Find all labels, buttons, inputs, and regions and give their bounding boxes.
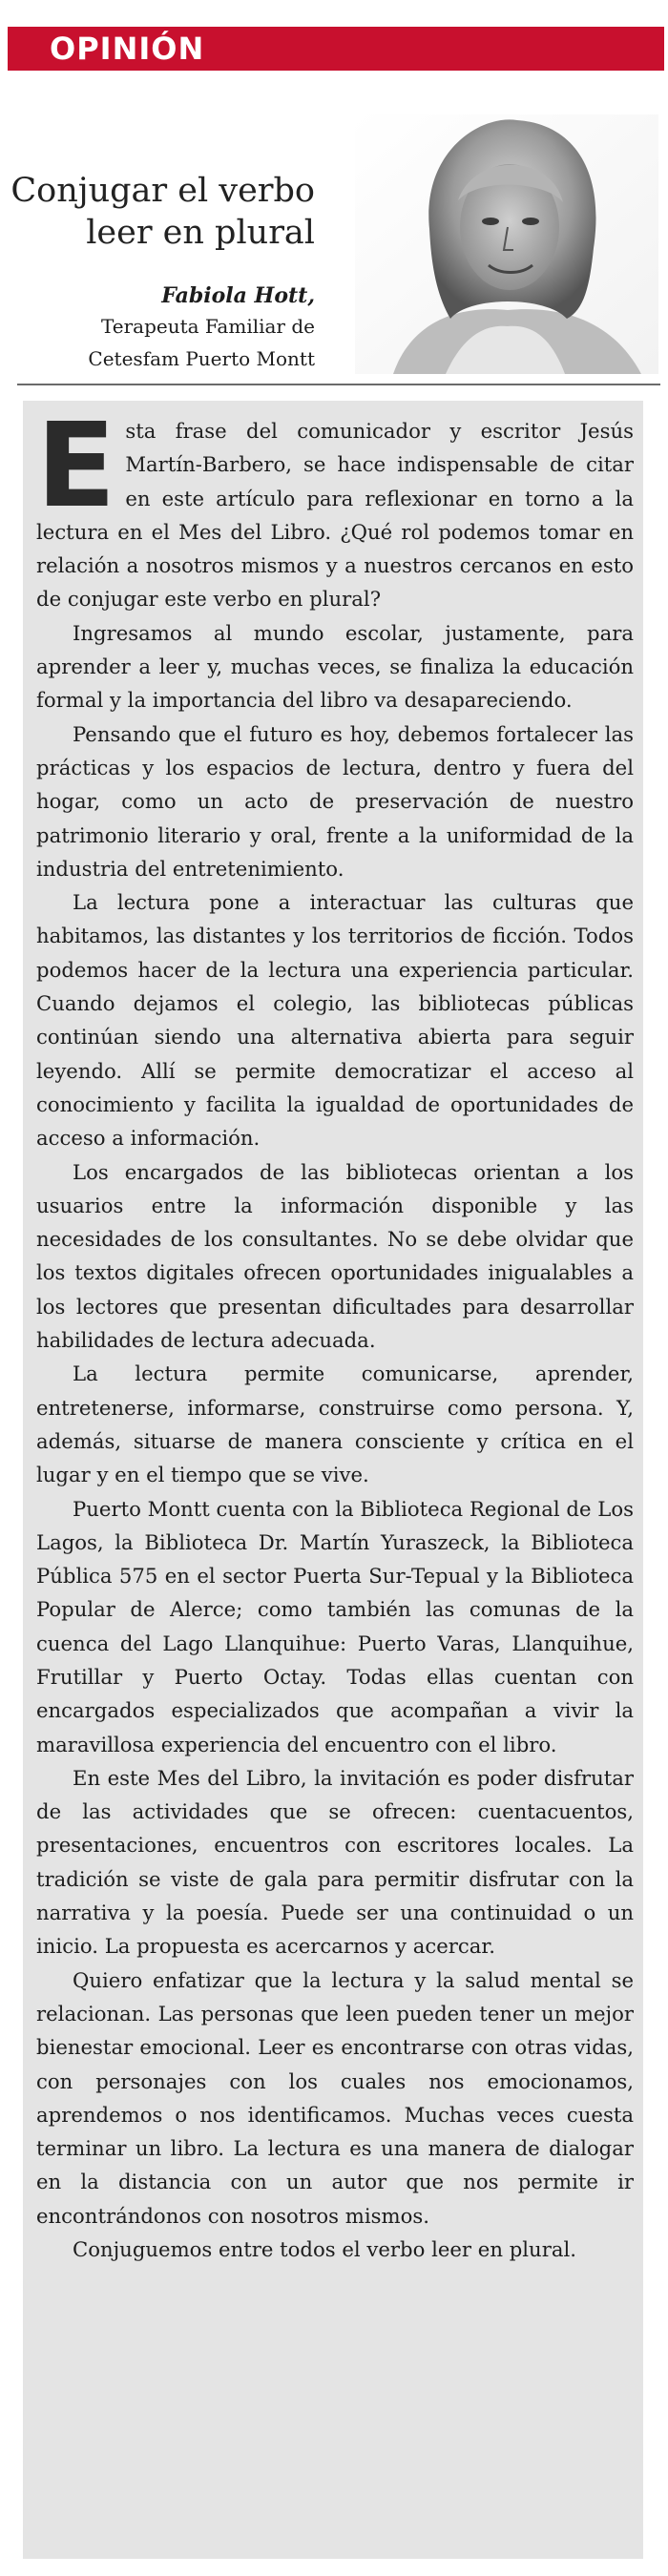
author-organization: Cetesfam Puerto Montt	[88, 347, 315, 370]
section-header-bar	[8, 27, 664, 71]
section-label: OPINIÓN	[50, 31, 205, 67]
author-name: Fabiola Hott,	[161, 283, 315, 308]
author-photo	[355, 114, 658, 374]
paragraph: Conjuguemos entre todos el verbo leer en plural.	[73, 2237, 576, 2262]
header-divider	[17, 384, 660, 385]
paragraph: En este Mes del Libro, la invitación es poder disfrutar de las actividades que se ofrecen: cuentacuentos, presentaciones, encuentros con escritores locales. La tradición se viste de gala para permitir disfrutar con la narrativa y la poesía. Puede ser una continuidad o un inicio. La propuesta es acercarnos y acercar.	[36, 1765, 634, 1959]
author-byline	[10, 281, 315, 375]
drop-cap: E	[36, 398, 116, 533]
paragraph: Pensando que el futuro es hoy, debemos fortalecer las prácticas y los espacios de lectura, dentro y fuera del hogar, como un acto de preservación de nuestro patrimonio literario y oral, frente a la uniformidad de la industria del entretenimiento.	[36, 721, 634, 881]
article-body-column	[23, 398, 643, 2559]
paragraph: La lectura pone a interactuar las culturas que habitamos, las distantes y los territorios de ficción. Todos podemos hacer de la lectura una experiencia particular. Cuando dejamos el colegio, las bibliotecas públicas continúan siendo una alternativa abierta para seguir leyendo. Allí se permite democratizar el acceso al conocimiento y facilita la igualdad de oportunidades de acceso a información.	[36, 890, 634, 1151]
article-body	[36, 398, 634, 2266]
paragraph-text: sta frase del comunicador y escritor Jesús Martín-Barbero, se hace indispensable de citar en este artículo para reflexionar en torno a la lectura en el Mes del Libro. ¿Qué rol podemos tomar en relación a nosotros mismos y a nuestros cercanos en esto de conjugar este verbo en plural?	[36, 419, 634, 612]
article-title: Conjugar el verbo leer en plural	[10, 172, 315, 252]
paragraph: Ingresamos al mundo escolar, justamente, para aprender a leer y, muchas veces, se finaliza la educación formal y la importancia del libro va desapareciendo.	[36, 620, 634, 713]
paragraph: Puerto Montt cuenta con la Biblioteca Regional de Los Lagos, la Biblioteca Dr. Martín Yuraszeck, la Biblioteca Pública 575 en el sector Puerta Sur-Tepual y la Biblioteca Popular de Alerce; como también las comunas de la cuenca del Lago Llanquihue: Puerto Varas, Llanquihue, Frutillar y Puerto Octay. Todas ellas cuentan con encargados especializados que acompañan a vivir la maravillosa experiencia del encuentro con el libro.	[36, 1496, 634, 1756]
paragraph: Los encargados de las bibliotecas orientan a los usuarios entre la información disponible y las necesidades de los consultantes. No se debe olvidar que los textos digitales ofrecen oportunidades inigualables a los lectores que presentan dificultades para desarrollar habilidades de lectura adecuada.	[36, 1159, 634, 1353]
author-role: Terapeuta Familiar de	[100, 315, 315, 338]
paragraph	[36, 398, 634, 616]
paragraph: La lectura permite comunicarse, aprender, entretenerse, informarse, construirse como persona. Y, además, situarse de manera consciente y crítica en el lugar y en el tiempo que se vive.	[36, 1361, 634, 1487]
paragraph: Quiero enfatizar que la lectura y la salud mental se relacionan. Las personas que leen pueden tener un mejor bienestar emocional. Leer es encontrarse con otras vidas, con personajes con los cuales nos emocionamos, aprendemos o nos identificamos. Muchas veces cuesta terminar un libro. La lectura es una manera de dialogar en la distancia con un autor que nos permite ir encontrándonos con nosotros mismos.	[36, 1967, 634, 2228]
